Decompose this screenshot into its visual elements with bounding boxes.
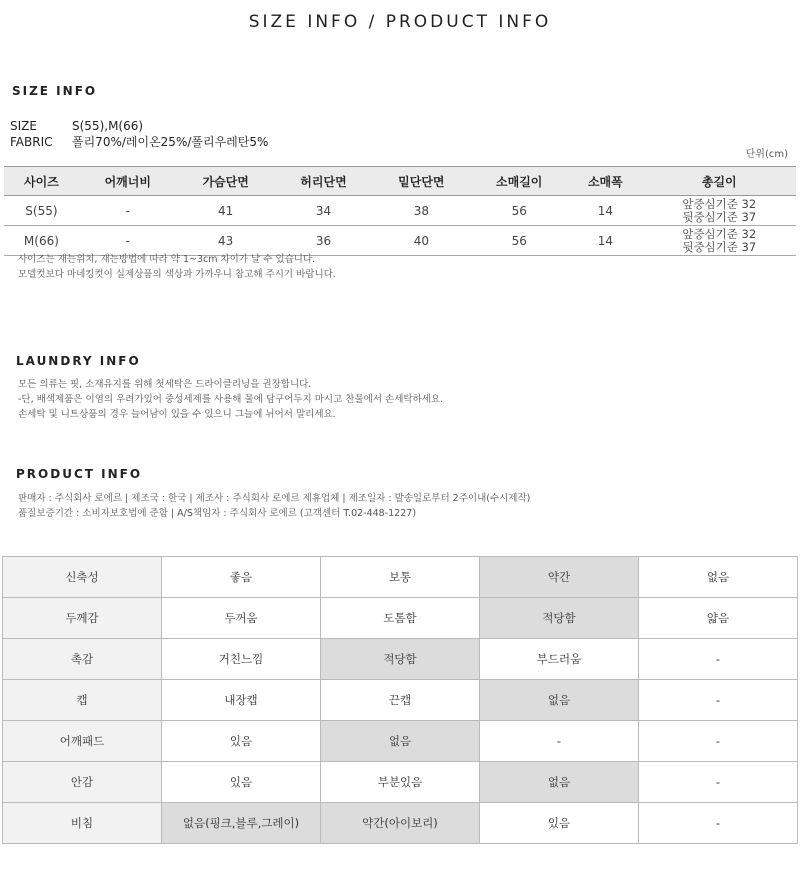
table-cell: M(66): [4, 226, 79, 256]
attribute-option: 부분있음: [321, 762, 480, 803]
attribute-option: 없음: [480, 762, 639, 803]
product-info-title: PRODUCT INFO: [16, 467, 143, 481]
attribute-option: 없음: [321, 721, 480, 762]
table-cell: 56: [470, 226, 568, 256]
attribute-option: -: [639, 803, 798, 844]
total-length-cell: [643, 196, 796, 226]
size-table-header: [4, 167, 796, 196]
attribute-option: 내장캡: [162, 680, 321, 721]
total-front: 앞중심기준 32: [682, 196, 757, 211]
attribute-option: -: [480, 721, 639, 762]
attribute-label: 촉감: [3, 639, 162, 680]
laundry-line: 모든 의류는 핏, 소재유지를 위해 첫세탁은 드라이클리닝을 권장합니다.: [18, 379, 312, 390]
header-cell: 총길이: [643, 167, 796, 196]
header-cell: 가슴단면: [177, 167, 275, 196]
attribute-label: 안감: [3, 762, 162, 803]
table-cell: 40: [372, 226, 470, 256]
header-cell: 어깨너비: [79, 167, 177, 196]
note-line: 사이즈는 재는위치, 재는방법에 따라 약 1~3cm 차이가 날 수 있습니다.: [18, 254, 316, 265]
attribute-option: 약간(아이보리): [321, 803, 480, 844]
attribute-option: 있음: [162, 721, 321, 762]
attribute-option: 얇음: [639, 598, 798, 639]
total-front: 앞중심기준 32: [682, 226, 757, 241]
header-cell: 소매길이: [470, 167, 568, 196]
attribute-label: 어깨패드: [3, 721, 162, 762]
attribute-option: 부드러움: [480, 639, 639, 680]
attribute-option: 좋음: [162, 557, 321, 598]
attribute-row: [3, 639, 798, 680]
attribute-option: 보통: [321, 557, 480, 598]
header-cell: 허리단면: [275, 167, 373, 196]
attribute-option: -: [639, 762, 798, 803]
table-cell: -: [79, 226, 177, 256]
attribute-row: [3, 598, 798, 639]
unit-label: 단위(cm): [745, 149, 788, 160]
header-cell: 소매폭: [568, 167, 642, 196]
table-cell: 43: [177, 226, 275, 256]
table-cell: S(55): [4, 196, 79, 226]
attribute-row: [3, 557, 798, 598]
attribute-option: 없음: [639, 557, 798, 598]
attribute-row: [3, 680, 798, 721]
attribute-label: 비침: [3, 803, 162, 844]
attribute-option: 약간: [480, 557, 639, 598]
size-row: [10, 119, 143, 133]
product-line: 판매자 : 주식회사 로에르 | 제조국 : 한국 | 제조사 : 주식회사 로에르 제휴업체 | 제조일자 : 발송일로부터 2주이내(수시제작): [18, 493, 531, 504]
page-title: SIZE INFO / PRODUCT INFO: [248, 12, 552, 32]
laundry-line: 손세탁 및 니트상품의 경우 늘어남이 있을 수 있으니 그늘에 뉘어서 말리세요.: [18, 409, 336, 420]
attribute-label: 신축성: [3, 557, 162, 598]
laundry-notes: [18, 377, 443, 422]
attribute-option: 적당함: [480, 598, 639, 639]
fabric-label: FABRIC: [10, 135, 53, 149]
attribute-option: 끈캡: [321, 680, 480, 721]
table-cell: 36: [275, 226, 373, 256]
table-cell: -: [79, 196, 177, 226]
size-value: S(55),M(66): [72, 119, 144, 133]
table-cell: 38: [372, 196, 470, 226]
total-length-cell: [643, 226, 796, 256]
table-cell: 14: [568, 196, 642, 226]
attribute-option: -: [639, 680, 798, 721]
size-notes: [18, 252, 336, 282]
attribute-option: 있음: [162, 762, 321, 803]
total-back: 뒷중심기준 37: [682, 239, 757, 254]
attribute-option: 있음: [480, 803, 639, 844]
attribute-option: -: [639, 639, 798, 680]
header-cell: 밑단단면: [372, 167, 470, 196]
note-line: 모델컷보다 마네킹컷이 실제상품의 색상과 가까우니 참고해 주시기 바랍니다.: [18, 269, 336, 280]
size-label: SIZE: [10, 119, 37, 133]
attribute-option: 없음: [480, 680, 639, 721]
laundry-info-title: LAUNDRY INFO: [16, 354, 141, 368]
product-line: 품질보증기간 : 소비자보호법에 준함 | A/S책임자 : 주식회사 로에르 (고객센터 T.02-448-1227): [18, 508, 417, 519]
table-cell: 34: [275, 196, 373, 226]
size-table: [4, 166, 796, 256]
attribute-option: 거친느낌: [162, 639, 321, 680]
table-cell: 41: [177, 196, 275, 226]
attribute-label: 캡: [3, 680, 162, 721]
table-cell: 56: [470, 196, 568, 226]
attribute-row: [3, 803, 798, 844]
table-row: [4, 196, 796, 226]
attribute-option: 도톰함: [321, 598, 480, 639]
attribute-row: [3, 721, 798, 762]
header-cell: 사이즈: [4, 167, 79, 196]
attribute-label: 두께감: [3, 598, 162, 639]
attribute-option: 적당함: [321, 639, 480, 680]
attribute-option: 두꺼움: [162, 598, 321, 639]
attribute-option: -: [639, 721, 798, 762]
table-cell: 14: [568, 226, 642, 256]
size-info-title: SIZE INFO: [12, 84, 98, 98]
product-notes: [18, 491, 530, 521]
product-attribute-table: [2, 556, 798, 844]
laundry-line: -단, 배색제품은 이염의 우려가있어 중성세제를 사용해 물에 담구어두지 마시고 찬물에서 손세탁하세요.: [18, 394, 444, 405]
table-row: [4, 226, 796, 256]
attribute-row: [3, 762, 798, 803]
total-back: 뒷중심기준 37: [682, 209, 757, 224]
attribute-option: 없음(핑크,블루,그레이): [162, 803, 321, 844]
fabric-row: [10, 133, 268, 150]
fabric-value: 폴리70%/레이온25%/폴리우레탄5%: [72, 135, 269, 149]
